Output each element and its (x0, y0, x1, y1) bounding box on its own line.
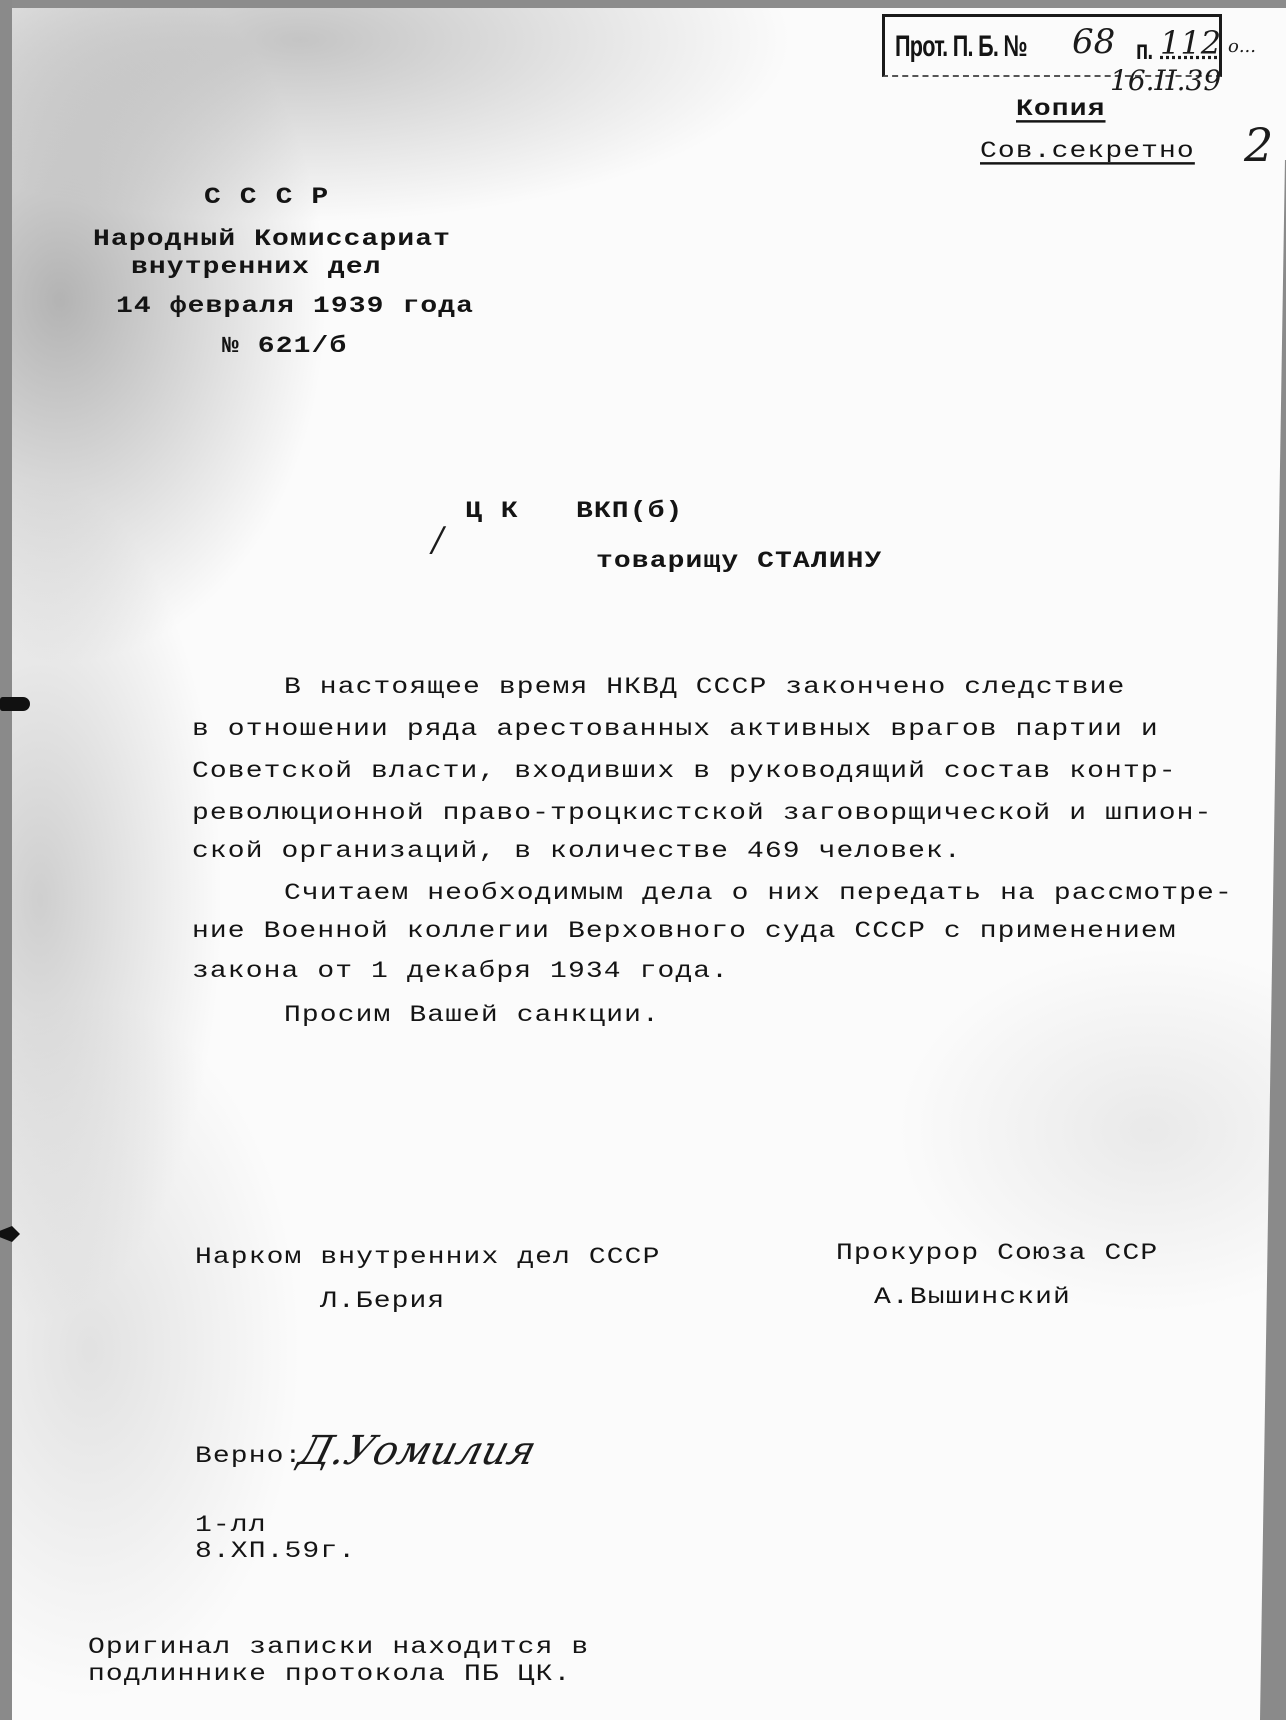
stamp-side-note: о... (1228, 36, 1257, 57)
addressee-org-b: ВКП(б) (576, 499, 684, 525)
sender-number: № 621/б (222, 334, 348, 360)
protocol-stamp-label: Прот. П. Б. № (895, 30, 1027, 63)
sender-country: С С С Р (204, 185, 330, 211)
body-line-4: революционной право-троцкистской заговорщической и шпион- (192, 801, 1213, 827)
certification-label: Верно: (195, 1444, 303, 1470)
body-line-1: В настоящее время НКВД СССР закончено следствие (284, 675, 1126, 701)
body-line-3: Советской власти, входивших в руководящий состав контр- (192, 759, 1177, 785)
margin-tick: / (432, 520, 444, 560)
addressee-person: товарищу СТАЛИНУ (596, 549, 883, 575)
signature-right-title: Прокурор Союза ССР (836, 1241, 1159, 1267)
protocol-number: 68 (1072, 22, 1116, 62)
certification-signature: Д.Уомилия (293, 1428, 542, 1474)
copy-label: Копия (1016, 97, 1106, 123)
scan-edge-left (0, 0, 12, 1720)
body-line-9: Просим Вашей санкции. (284, 1003, 660, 1029)
footer-note-line2: подлиннике протокола ПБ ЦК. (88, 1662, 572, 1688)
margin-mark-top (0, 697, 30, 711)
signature-left-title: Нарком внутренних дел СССР (195, 1245, 661, 1271)
body-line-5: ской организаций, в количестве 469 человек. (192, 839, 962, 865)
certification-sheets: 1-лл (195, 1513, 267, 1539)
secrecy-label: Сов.секретно (980, 139, 1195, 165)
body-line-8: закона от 1 декабря 1934 года. (192, 959, 730, 985)
body-line-7: ние Военной коллегии Верховного суда СССР с применением (192, 919, 1177, 945)
addressee-org-a: Ц К (465, 499, 519, 525)
sender-agency-line2: внутренних дел (131, 255, 382, 281)
item-prefix: п. (1136, 34, 1153, 65)
page-number: 2 (1244, 118, 1274, 172)
sender-date: 14 февраля 1939 года (116, 294, 475, 320)
body-line-2: в отношении ряда арестованных активных врагов партии и (192, 717, 1159, 743)
item-number: 112 (1160, 24, 1222, 62)
footer-note-line1: Оригинал записки находится в (88, 1635, 590, 1661)
body-line-6: Считаем необходимым дела о них передать на рассмотре- (284, 881, 1233, 907)
signature-right-name: А.Вышинский (874, 1285, 1071, 1311)
stamp-date: 16.II.39 (1110, 64, 1222, 97)
signature-left-name: Л.Берия (320, 1289, 446, 1315)
scan-edge-top (0, 0, 1286, 8)
sender-agency-line1: Народный Комиссариат (93, 227, 452, 253)
certification-date: 8.ХП.59г. (195, 1539, 357, 1565)
